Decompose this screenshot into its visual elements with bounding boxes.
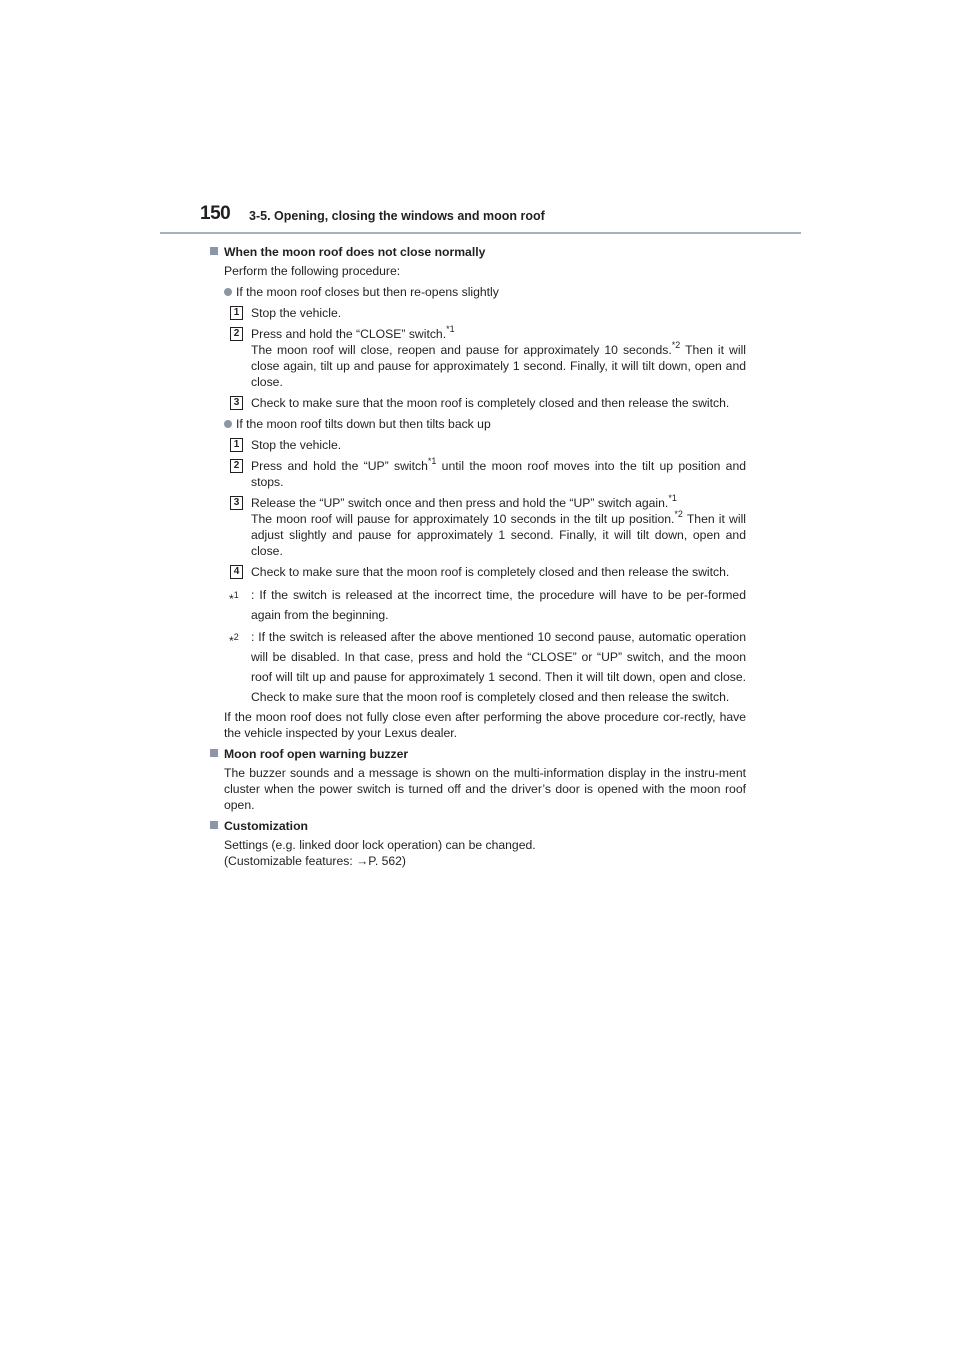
procedure-step: 3 Check to make sure that the moon roof is completely closed and then release the switch. xyxy=(210,395,746,411)
page-content xyxy=(210,244,746,874)
circle-bullet-icon xyxy=(224,288,232,296)
header-rule xyxy=(160,232,801,234)
square-bullet-icon xyxy=(210,821,218,829)
section-title: 3-5. Opening, closing the windows and moon roof xyxy=(249,209,545,223)
cross-reference-link[interactable]: (Customizable features: →P. 562) xyxy=(224,854,406,868)
footnote-mark: *$^2$ xyxy=(229,632,239,649)
circle-bullet-icon xyxy=(224,420,232,428)
footnote: *$^2$ : If the switch is released after the above mentioned 10 second pause, automatic operation will be disabled. In that case, press and hold the “CLOSE” or “UP” switch, and the moon roof will tilt up and pause for approximately 1 second. Then it will tilt down, open and close. Check to make sure that the moon roof is completely closed and then release the switch. xyxy=(210,627,746,707)
footnote-ref: *1 xyxy=(446,323,455,334)
footnote-ref: *1 xyxy=(668,492,677,503)
procedure-step: 4 Check to make sure that the moon roof is completely closed and then release the switch. xyxy=(210,564,746,580)
procedure-step: 1 Stop the vehicle. xyxy=(210,305,746,321)
paragraph: If the moon roof does not fully close even after performing the above procedure cor-rectly, have the vehicle inspected by your Lexus dealer. xyxy=(224,710,746,740)
square-bullet-icon xyxy=(210,247,218,255)
square-bullet-icon xyxy=(210,749,218,757)
procedure-step: 1 Stop the vehicle. xyxy=(210,437,746,453)
footnote-ref: *2 xyxy=(671,339,681,350)
step-number-box: 1 xyxy=(230,306,243,320)
footnote-ref: *1 xyxy=(427,455,437,466)
bullet-item: If the moon roof tilts down but then tilts back up xyxy=(210,416,746,432)
section-heading: When the moon roof does not close normally xyxy=(210,244,746,260)
paragraph: The buzzer sounds and a message is shown on the multi-information display in the instru-ment cluster when the power switch is turned off and the driver’s door is opened with the moon roof open. xyxy=(224,766,746,812)
procedure-step: 2 Press and hold the “CLOSE” switch.$^{*1}$ The moon roof will close, reopen and pause for approximately 10 seconds.$^{*2}$ Then it will close again, tilt up and pause for approximately 1 second. Finally, it will tilt down, open and close. xyxy=(210,326,746,390)
paragraph: Settings (e.g. linked door lock operation) can be changed. xyxy=(224,838,536,852)
page-number: 150 xyxy=(200,203,231,224)
step-number-box: 1 xyxy=(230,438,243,452)
section-heading: Customization xyxy=(210,818,746,834)
step-number-box: 3 xyxy=(230,496,243,510)
procedure-step: 2 Press and hold the “UP” switch$^{*1}$ until the moon roof moves into the tilt up position and stops. xyxy=(210,458,746,490)
bullet-item: If the moon roof closes but then re-opens slightly xyxy=(210,284,746,300)
step-number-box: 2 xyxy=(230,327,243,341)
footnote-mark: *$^1$ xyxy=(229,590,239,607)
footnote: *$^1$ : If the switch is released at the incorrect time, the procedure will have to be per-formed again from the beginning. xyxy=(210,585,746,625)
paragraph: Perform the following procedure: xyxy=(224,264,401,278)
step-number-box: 2 xyxy=(230,459,243,473)
step-number-box: 4 xyxy=(230,565,243,579)
step-number-box: 3 xyxy=(230,396,243,410)
section-heading: Moon roof open warning buzzer xyxy=(210,746,746,762)
procedure-step: 3 Release the “UP” switch once and then press and hold the “UP” switch again.$^{*1}$ The moon roof will pause for approximately 10 seconds in the tilt up position.$^{*2}$ Then it will adjust slightly and pause for approximately 1 second. Finally, it will tilt down, open and close. xyxy=(210,495,746,559)
footnote-ref: *2 xyxy=(674,508,683,519)
